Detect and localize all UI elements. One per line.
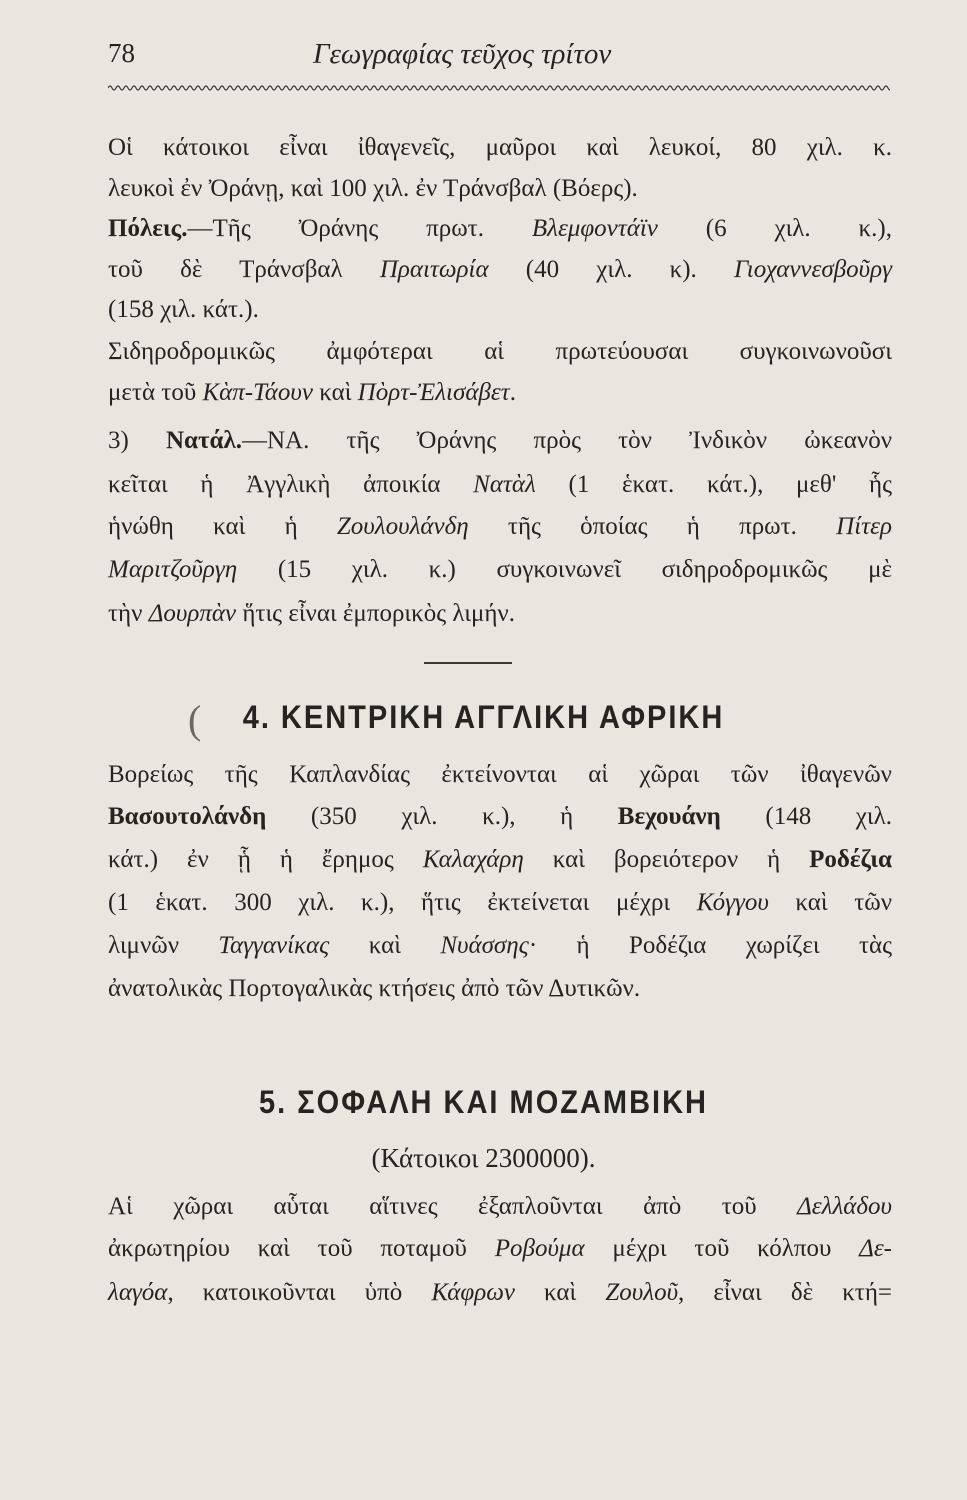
section-heading-central-africa: 4. ΚΕΝΤΡΙΚΗ ΑΓΓΛΙΚΗ ΑΦΡΙΚΗ	[242, 700, 725, 736]
page-header	[108, 38, 888, 78]
text-run: , κατοικοῦνται ὑπὸ	[167, 1279, 432, 1306]
margin-mark: (	[188, 697, 202, 742]
text-run: (1 ἑκατ. κάτ.), μεθ' ἧς	[535, 471, 892, 498]
italic-place-name: Νατὰλ	[473, 471, 536, 498]
italic-place-name: Κόγγου	[696, 889, 769, 916]
text-line	[108, 376, 892, 410]
italic-place-name: Νυάσσης	[440, 932, 529, 959]
italic-place-name: Καλαχάρη	[422, 846, 524, 873]
text-line	[108, 1276, 892, 1310]
text-run: τοῦ δὲ Τράνσβαλ	[108, 256, 380, 283]
bold-term: Βεχουάνη	[617, 803, 721, 830]
text-line	[108, 172, 892, 206]
italic-place-name: Γιοχαννεσβοῦργ	[733, 256, 892, 283]
text-run: καὶ βορειότερον ἡ	[523, 846, 810, 873]
text-line	[108, 553, 892, 587]
text-line	[108, 929, 892, 963]
text-line	[108, 468, 892, 502]
text-run: κεῖται ἡ Ἀγγλικὴ ἀποικία	[108, 471, 474, 498]
text-run: ἀκρωτηρίου καὶ τοῦ ποταμοῦ	[108, 1235, 495, 1262]
italic-place-name: Βλεμφοντάϊν	[531, 215, 658, 242]
text-run: (350 χιλ. κ.), ἡ	[266, 803, 618, 830]
text-run: · ἡ Ροδέζια χωρίζει τὰς	[528, 932, 893, 959]
text-run: (148 χιλ.	[720, 803, 892, 830]
italic-place-name: Δε-	[859, 1235, 892, 1262]
text-line	[108, 510, 892, 544]
text-line	[108, 1232, 892, 1266]
text-run: .	[509, 379, 516, 406]
italic-place-name: Μαριτζοῦργη	[108, 556, 238, 583]
bold-term: Νατάλ.	[165, 427, 242, 454]
text-run: (6 χιλ. κ.),	[657, 215, 892, 242]
text-run: Βορείως τῆς Καπλανδίας ἐκτείνονται αἱ χῶραι τῶν ἰθαγενῶν	[108, 761, 892, 788]
text-line	[108, 972, 892, 1006]
text-run: ἥτις εἶναι ἐμπορικὸς λιμήν.	[236, 600, 515, 627]
italic-place-name: Πὸρτ-Ἐλισάβετ	[357, 379, 510, 406]
text-run: Σιδηροδρομικῶς ἀμφότεραι αἱ πρωτεύουσαι συγκοινωνοῦσι	[108, 338, 892, 365]
bold-term: Βασουτολάνδη	[108, 803, 267, 830]
text-run: (1 ἑκατ. 300 χιλ. κ.), ἥτις ἐκτείνεται μέχρι	[108, 889, 697, 916]
italic-place-name: Δελλάδου	[797, 1193, 892, 1220]
text-run: μετὰ τοῦ	[108, 379, 203, 406]
wavy-header-rule	[108, 83, 890, 93]
page-number: 78	[108, 38, 135, 68]
text-run: 3)	[108, 427, 166, 454]
text-run: ἡνώθη καὶ ἡ	[108, 513, 337, 540]
text-run: καὶ	[514, 1279, 606, 1306]
text-line	[108, 1190, 892, 1224]
text-run: Αἱ χῶραι αὗται αἵτινες ἐξαπλοῦνται ἀπὸ τοῦ	[108, 1193, 798, 1220]
text-run: (158 χιλ. κάτ.).	[108, 296, 259, 323]
text-line	[108, 131, 892, 165]
text-line	[108, 758, 892, 792]
text-run: Οἱ κάτοικοι εἶναι ἰθαγενεῖς, μαῦροι καὶ λευκοί, 80 χιλ. κ.	[108, 134, 892, 161]
italic-place-name: Ζουλοῦ	[605, 1279, 679, 1306]
text-line	[108, 253, 892, 287]
text-run: —Τῆς Ὀράνης πρωτ.	[187, 215, 532, 242]
text-run: λιμνῶν	[108, 932, 219, 959]
section-subtitle-population: (Κάτοικοι 2300000).	[371, 1143, 596, 1173]
text-run: τὴν	[108, 600, 149, 627]
text-run: τῆς ὁποίας ἡ πρωτ.	[468, 513, 837, 540]
italic-place-name: Ροβούμα	[494, 1235, 585, 1262]
text-run: καὶ	[312, 379, 358, 406]
italic-place-name: λαγόα	[108, 1279, 168, 1306]
italic-place-name: Κάφρων	[431, 1279, 515, 1306]
text-line	[108, 800, 892, 834]
section-divider	[424, 662, 512, 664]
text-line	[108, 293, 892, 327]
text-line	[108, 886, 892, 920]
text-run: καὶ	[329, 932, 441, 959]
bold-term: Πόλεις.	[108, 215, 188, 242]
running-title: Γεωγραφίας τεῦχος τρίτον	[313, 38, 612, 70]
text-line	[108, 597, 892, 631]
text-run: μέχρι τοῦ κόλπου	[584, 1235, 860, 1262]
bold-term: Ροδέζια	[809, 846, 892, 873]
text-line	[108, 424, 892, 458]
italic-place-name: Κὰπ-Τάουν	[202, 379, 313, 406]
italic-place-name: Πίτερ	[836, 513, 892, 540]
text-line	[108, 335, 892, 369]
text-line	[108, 843, 892, 877]
text-line	[108, 212, 892, 246]
italic-place-name: Ζουλουλάνδη	[336, 513, 469, 540]
italic-place-name: Πραιτωρία	[379, 256, 489, 283]
italic-place-name: Ταγγανίκας	[218, 932, 330, 959]
text-run: (40 χιλ. κ).	[488, 256, 734, 283]
section-heading-sofala: 5. ΣΟΦΑΛΗ ΚΑΙ ΜΟΖΑΜΒΙΚΗ	[259, 1085, 708, 1121]
text-run: λευκοὶ ἐν Ὀράνῃ, καὶ 100 χιλ. ἐν Τράνσβαλ (Βόερς).	[108, 175, 638, 202]
text-run: καὶ τῶν	[768, 889, 892, 916]
text-run: κάτ.) ἐν ᾗ ἡ ἔρημος	[108, 846, 423, 873]
text-run: , εἶναι δὲ κτή=	[678, 1279, 893, 1306]
italic-place-name: Δουρπὰν	[148, 600, 237, 627]
text-run: ἀνατολικὰς Πορτογαλικὰς κτήσεις ἀπὸ τῶν Δυτικῶν.	[108, 975, 641, 1002]
text-run: (15 χιλ. κ.) συγκοινωνεῖ σιδηροδρομικῶς μὲ	[237, 556, 892, 583]
text-run: —ΝΑ. τῆς Ὀράνης πρὸς τὸν Ἰνδικὸν ὠκεανὸν	[242, 427, 892, 454]
